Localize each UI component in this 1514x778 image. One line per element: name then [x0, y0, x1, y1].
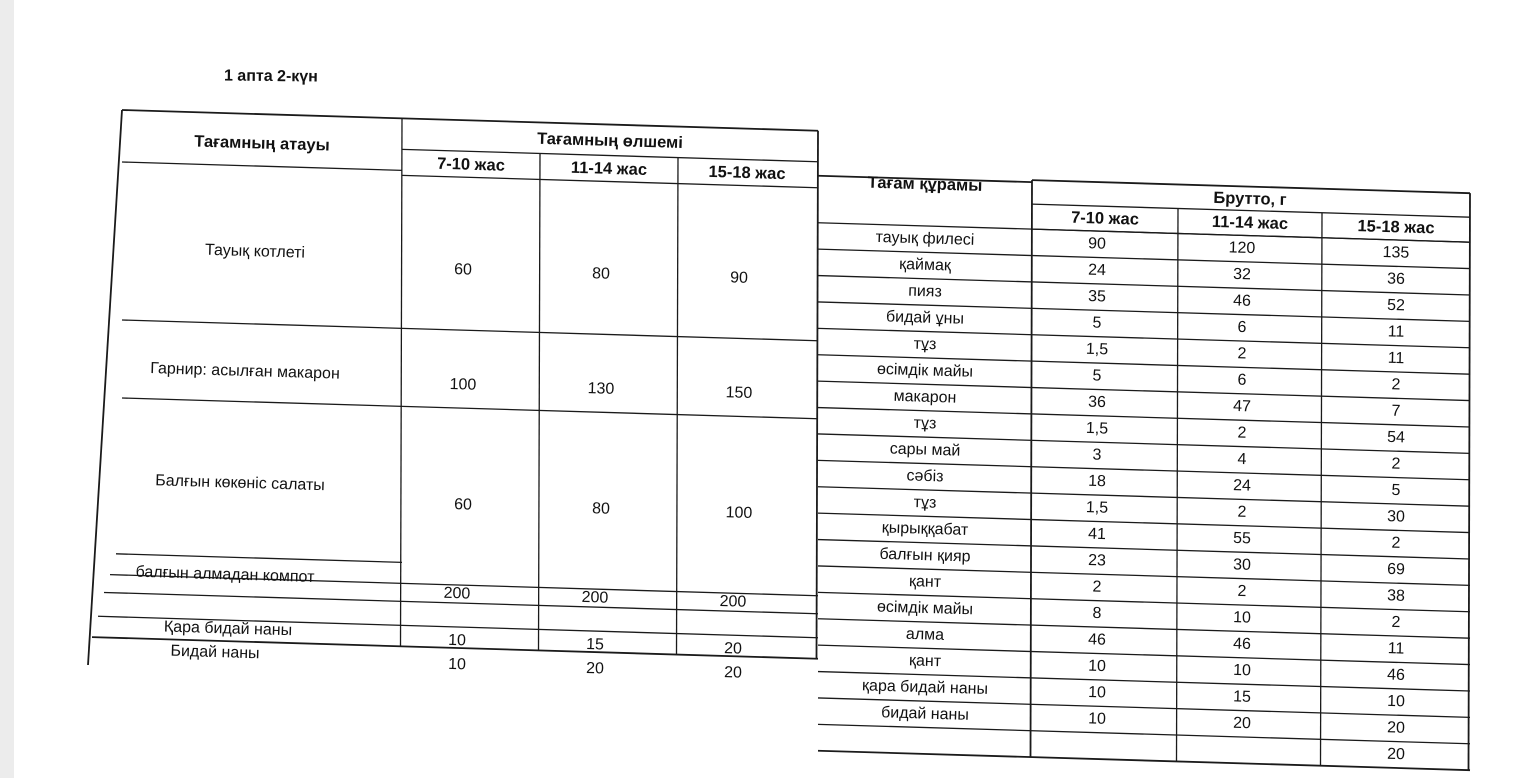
dish-name: Балғын көкөніс салаты	[154, 472, 326, 495]
ingredient-brutto-value: 6	[1237, 371, 1247, 389]
header-composition: Тағам құрамы	[867, 173, 983, 195]
ingredient-brutto-value: 20	[1232, 714, 1252, 733]
dish-portion-value: 200	[443, 584, 471, 603]
ingredient-brutto-value: 24	[1087, 261, 1107, 280]
header-portion-age: 11-14 жас	[570, 158, 648, 179]
ingredient-brutto-value: 1,5	[1085, 499, 1109, 517]
ingredient-name: өсімдік майы	[876, 360, 974, 381]
header-portion: Тағамның өлшемі	[536, 129, 684, 153]
ingredient-name: тұз	[913, 335, 937, 354]
ingredient-brutto-value: 30	[1232, 556, 1252, 574]
dish-row-line	[116, 554, 402, 563]
dish-portion-value: 90	[729, 269, 749, 287]
ingredient-name: тауық филесі	[875, 228, 975, 249]
header-portion-age: 7-10 жас	[436, 154, 506, 175]
ingredient-brutto-value: 5	[1092, 314, 1102, 332]
ingredient-brutto-value: 10	[1087, 657, 1107, 676]
ingredient-brutto-value: 18	[1087, 472, 1107, 491]
header-brutto-age: 11-14 жас	[1211, 212, 1289, 234]
ingredient-brutto-value: 10	[1232, 609, 1252, 627]
ingredient-name: сары май	[889, 440, 961, 460]
header-bottom-line	[122, 162, 402, 170]
composition-left-line	[817, 131, 819, 659]
header-brutto-age: 15-18 жас	[1357, 217, 1435, 238]
dish-portion-value: 60	[453, 496, 473, 514]
header-brutto-age: 7-10 жас	[1070, 208, 1140, 229]
dish-portion-value: 20	[723, 640, 743, 658]
ingredient-brutto-value: 46	[1087, 631, 1107, 649]
ingredient-name: қаймақ	[898, 255, 952, 275]
ingredient-brutto-value: 20	[1386, 745, 1406, 764]
ingredient-brutto-value: 46	[1232, 635, 1252, 654]
ingredient-name: қара бидай наны	[861, 677, 989, 699]
ingredient-brutto-value: 10	[1232, 661, 1252, 680]
left-border	[88, 110, 122, 665]
ingredient-brutto-value: 20	[1386, 719, 1406, 737]
ingredient-brutto-value: 69	[1386, 560, 1406, 579]
table-grid	[88, 110, 1470, 770]
ingredient-brutto-value: 11	[1387, 323, 1405, 341]
ingredient-brutto-value: 11	[1387, 640, 1405, 658]
ingredient-brutto-value: 24	[1232, 477, 1252, 495]
ingredient-brutto-value: 36	[1087, 393, 1107, 412]
portion-col-7-10-line	[401, 118, 403, 646]
ingredient-brutto-value: 2	[1237, 582, 1247, 601]
ingredient-brutto-value: 4	[1237, 450, 1247, 469]
ingredient-row-line	[818, 724, 1470, 743]
ingredient-brutto-value: 30	[1386, 508, 1406, 526]
dish-name: Қара бидай наны	[163, 618, 293, 640]
ingredient-name: бидай наны	[880, 704, 970, 724]
ingredient-name: балғын қияр	[879, 545, 971, 566]
ingredient-brutto-value: 46	[1386, 666, 1406, 685]
ingredient-brutto-value: 36	[1386, 270, 1406, 289]
ingredient-brutto-value: 11	[1387, 349, 1405, 368]
dish-portion-value: 20	[723, 664, 743, 682]
ingredient-brutto-value: 6	[1237, 318, 1247, 337]
dish-portion-value: 130	[587, 380, 615, 398]
ingredient-name: бидай ұны	[885, 308, 965, 328]
ingredient-name: пияз	[907, 282, 943, 301]
ingredient-brutto-value: 8	[1092, 604, 1102, 623]
brutto-col-7-10-line	[1031, 180, 1033, 757]
right-border	[1469, 193, 1471, 770]
ingredient-name: макарон	[893, 387, 957, 407]
ingredient-brutto-value: 10	[1087, 710, 1107, 728]
ingredient-brutto-value: 1,5	[1085, 340, 1109, 359]
dish-name: Тауық котлеті	[204, 241, 306, 262]
ingredient-brutto-value: 7	[1391, 402, 1401, 420]
ingredient-brutto-value: 2	[1391, 376, 1401, 394]
ingredient-brutto-value: 90	[1087, 235, 1107, 253]
header-portion-age: 15-18 жас	[708, 162, 786, 184]
ingredient-brutto-value: 54	[1386, 428, 1406, 447]
ingredient-brutto-value: 2	[1237, 424, 1247, 442]
ingredient-brutto-value: 2	[1237, 503, 1247, 521]
ingredient-brutto-value: 135	[1382, 243, 1410, 262]
dish-portion-value: 200	[719, 593, 747, 611]
portion-col-15-18-line	[677, 158, 679, 655]
ingredient-brutto-value: 2	[1237, 345, 1247, 363]
ingredient-name: тұз	[913, 494, 937, 512]
ingredient-brutto-value: 35	[1087, 288, 1107, 306]
ingredient-brutto-value: 10	[1386, 692, 1406, 711]
ingredient-name: өсімдік майы	[876, 598, 974, 619]
ingredient-name: қырыққабат	[881, 519, 969, 540]
ingredient-brutto-value: 2	[1391, 455, 1401, 473]
header-brutto: Брутто, г	[1213, 188, 1287, 210]
dish-portion-value: 20	[585, 660, 605, 678]
header-dish-name: Тағамның атауы	[194, 132, 330, 155]
ingredient-brutto-value: 5	[1092, 367, 1102, 385]
ingredient-brutto-value: 2	[1092, 578, 1102, 596]
dish-row-line	[122, 398, 818, 419]
dish-portion-value: 15	[585, 636, 605, 654]
ingredient-brutto-value: 2	[1391, 613, 1401, 632]
dish-name: Гарнир: асылған макарон	[149, 360, 341, 383]
ingredient-brutto-value: 23	[1087, 552, 1107, 570]
ingredient-brutto-value: 52	[1386, 296, 1406, 315]
ingredient-brutto-value: 2	[1391, 534, 1401, 552]
ingredient-brutto-value: 32	[1232, 265, 1252, 284]
document-title: 1 апта 2-күн	[223, 67, 318, 86]
ingredient-brutto-value: 46	[1232, 292, 1252, 310]
ingredient-brutto-value: 120	[1228, 239, 1256, 258]
ingredient-brutto-value: 47	[1232, 397, 1252, 416]
ingredient-brutto-value: 55	[1232, 529, 1252, 548]
brutto-col-11-14-line	[1177, 208, 1179, 761]
ingredient-brutto-value: 38	[1386, 587, 1406, 605]
dish-portion-value: 80	[591, 265, 611, 283]
ingredient-name: тұз	[913, 414, 937, 433]
ingredient-name: қант	[908, 652, 942, 671]
ingredient-brutto-value: 10	[1087, 684, 1107, 702]
portion-col-11-14-line	[539, 153, 541, 650]
dish-portion-value: 80	[591, 500, 611, 518]
dish-name: Бидай наны	[170, 642, 260, 663]
dish-portion-value: 100	[449, 375, 477, 394]
dish-portion-value: 200	[581, 588, 609, 607]
dish-portion-value: 150	[725, 384, 753, 403]
ingredient-name: сәбіз	[906, 467, 944, 486]
ingredient-brutto-value: 41	[1087, 525, 1107, 544]
ingredient-row-line	[818, 751, 1470, 770]
dish-name: балғын алмадан компот	[135, 563, 315, 586]
brutto-col-15-18-line	[1321, 213, 1323, 766]
ingredient-brutto-value: 5	[1391, 481, 1401, 500]
dish-portion-value: 100	[725, 504, 753, 523]
table-top-border	[122, 110, 818, 131]
dish-portion-value: 10	[447, 655, 467, 674]
ingredient-name: алма	[905, 625, 945, 644]
dish-portion-value: 60	[453, 261, 473, 279]
ingredient-brutto-value: 1,5	[1085, 419, 1109, 438]
ingredient-name: қант	[908, 573, 942, 592]
ingredient-brutto-value: 15	[1232, 688, 1252, 706]
dish-row-line	[122, 320, 818, 341]
ingredient-brutto-value: 3	[1092, 446, 1102, 464]
dish-portion-value: 10	[447, 631, 467, 650]
